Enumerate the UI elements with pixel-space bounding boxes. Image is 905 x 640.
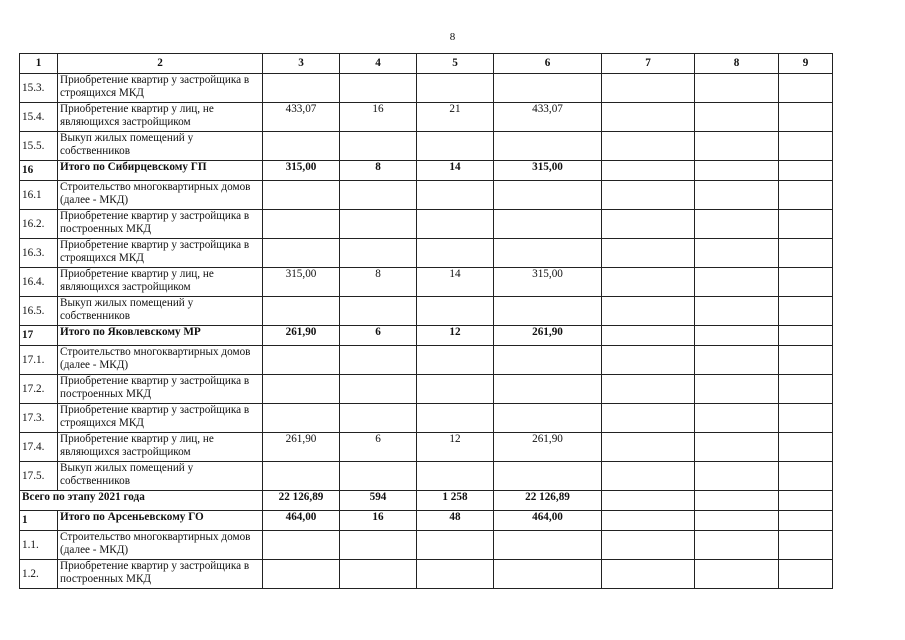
row-number-cell: 17.3. — [20, 404, 58, 433]
persons-count-cell — [417, 346, 494, 375]
table-row — [20, 103, 833, 132]
persons-count-cell: 12 — [417, 433, 494, 462]
row-name-cell: Выкуп жилых помещений у собственников — [58, 297, 263, 326]
column-9-cell — [779, 433, 833, 462]
table-row — [20, 181, 833, 210]
row-name-cell: Приобретение квартир у лиц, не являющихся застройщиком — [58, 103, 263, 132]
apartments-count-cell — [340, 346, 417, 375]
apartments-count-cell — [340, 404, 417, 433]
row-name-cell: Приобретение квартир у застройщика в строящихся МКД — [58, 74, 263, 103]
column-8-cell — [695, 462, 779, 491]
apartments-count-cell — [340, 560, 417, 589]
column-9-cell — [779, 74, 833, 103]
column-8-cell — [695, 531, 779, 560]
amount-total-cell: 261,90 — [494, 326, 602, 346]
persons-count-cell: 21 — [417, 103, 494, 132]
column-header: 5 — [417, 54, 494, 74]
persons-count-cell — [417, 297, 494, 326]
column-9-cell — [779, 161, 833, 181]
table-body — [20, 54, 833, 589]
row-number-cell: 16 — [20, 161, 58, 181]
column-9-cell — [779, 560, 833, 589]
amount-cell — [263, 560, 340, 589]
amount-total-cell — [494, 404, 602, 433]
column-8-cell — [695, 103, 779, 132]
column-9-cell — [779, 375, 833, 404]
column-7-cell — [602, 210, 695, 239]
apartments-count-cell: 8 — [340, 161, 417, 181]
column-9-cell — [779, 132, 833, 161]
persons-count-cell — [417, 210, 494, 239]
row-number-cell: 16.1 — [20, 181, 58, 210]
persons-count-cell — [417, 132, 494, 161]
column-header: 1 — [20, 54, 58, 74]
table-row — [20, 531, 833, 560]
table-row — [20, 239, 833, 268]
column-header: 2 — [58, 54, 263, 74]
grand-total-empty-cell — [695, 491, 779, 511]
row-name-cell: Строительство многоквартирных домов (далее - МКД) — [58, 181, 263, 210]
column-7-cell — [602, 161, 695, 181]
grand-total-c6-cell: 22 126,89 — [494, 491, 602, 511]
amount-cell — [263, 346, 340, 375]
column-7-cell — [602, 404, 695, 433]
column-9-cell — [779, 268, 833, 297]
amount-cell — [263, 181, 340, 210]
row-number-cell: 16.4. — [20, 268, 58, 297]
apartments-count-cell — [340, 74, 417, 103]
column-9-cell — [779, 531, 833, 560]
persons-count-cell: 14 — [417, 268, 494, 297]
column-9-cell — [779, 210, 833, 239]
row-name-cell: Приобретение квартир у застройщика в строящихся МКД — [58, 404, 263, 433]
amount-total-cell — [494, 210, 602, 239]
amount-cell: 464,00 — [263, 511, 340, 531]
subtotal-row — [20, 326, 833, 346]
table-row — [20, 375, 833, 404]
amount-cell — [263, 239, 340, 268]
apartments-count-cell: 16 — [340, 511, 417, 531]
column-9-cell — [779, 297, 833, 326]
column-8-cell — [695, 132, 779, 161]
amount-cell — [263, 404, 340, 433]
apartments-count-cell: 16 — [340, 103, 417, 132]
apartments-count-cell: 8 — [340, 268, 417, 297]
table-row — [20, 210, 833, 239]
table-row — [20, 462, 833, 491]
column-header: 6 — [494, 54, 602, 74]
amount-total-cell — [494, 239, 602, 268]
row-name-cell: Строительство многоквартирных домов (далее - МКД) — [58, 531, 263, 560]
amount-cell — [263, 531, 340, 560]
column-header: 3 — [263, 54, 340, 74]
persons-count-cell — [417, 531, 494, 560]
row-number-cell: 1.2. — [20, 560, 58, 589]
amount-cell — [263, 210, 340, 239]
grand-total-c4-cell: 594 — [340, 491, 417, 511]
column-header: 9 — [779, 54, 833, 74]
column-7-cell — [602, 132, 695, 161]
row-number-cell: 16.3. — [20, 239, 58, 268]
row-number-cell: 17.2. — [20, 375, 58, 404]
column-7-cell — [602, 433, 695, 462]
column-9-cell — [779, 346, 833, 375]
row-name-cell: Итого по Сибирцевскому ГП — [58, 161, 263, 181]
column-7-cell — [602, 531, 695, 560]
row-name-cell: Итого по Яковлевскому МР — [58, 326, 263, 346]
apartments-count-cell — [340, 181, 417, 210]
column-8-cell — [695, 433, 779, 462]
amount-cell: 433,07 — [263, 103, 340, 132]
subtotal-row — [20, 161, 833, 181]
column-7-cell — [602, 375, 695, 404]
persons-count-cell — [417, 181, 494, 210]
column-9-cell — [779, 511, 833, 531]
column-9-cell — [779, 462, 833, 491]
column-header: 7 — [602, 54, 695, 74]
column-7-cell — [602, 462, 695, 491]
column-7-cell — [602, 511, 695, 531]
row-name-cell: Приобретение квартир у застройщика в построенных МКД — [58, 560, 263, 589]
persons-count-cell — [417, 462, 494, 491]
amount-cell: 261,90 — [263, 326, 340, 346]
row-name-cell: Приобретение квартир у застройщика в построенных МКД — [58, 375, 263, 404]
row-number-cell: 17 — [20, 326, 58, 346]
table-row — [20, 346, 833, 375]
amount-total-cell — [494, 531, 602, 560]
column-9-cell — [779, 103, 833, 132]
table-row — [20, 74, 833, 103]
row-number-cell: 15.5. — [20, 132, 58, 161]
amount-cell: 261,90 — [263, 433, 340, 462]
column-7-cell — [602, 74, 695, 103]
row-number-cell: 17.5. — [20, 462, 58, 491]
column-7-cell — [602, 239, 695, 268]
column-8-cell — [695, 511, 779, 531]
program-table — [19, 53, 833, 589]
row-name-cell: Выкуп жилых помещений у собственников — [58, 462, 263, 491]
row-number-cell: 15.4. — [20, 103, 58, 132]
apartments-count-cell — [340, 531, 417, 560]
table-row — [20, 268, 833, 297]
row-number-cell: 1 — [20, 511, 58, 531]
amount-total-cell — [494, 462, 602, 491]
grand-total-c3-cell: 22 126,89 — [263, 491, 340, 511]
column-8-cell — [695, 297, 779, 326]
row-name-cell: Приобретение квартир у застройщика в строящихся МКД — [58, 239, 263, 268]
amount-cell: 315,00 — [263, 161, 340, 181]
persons-count-cell: 48 — [417, 511, 494, 531]
persons-count-cell — [417, 375, 494, 404]
column-8-cell — [695, 210, 779, 239]
subtotal-row — [20, 511, 833, 531]
row-name-cell: Приобретение квартир у лиц, не являющихся застройщиком — [58, 433, 263, 462]
header-row — [20, 54, 833, 74]
row-name-cell: Строительство многоквартирных домов (далее - МКД) — [58, 346, 263, 375]
amount-cell — [263, 462, 340, 491]
amount-cell — [263, 297, 340, 326]
apartments-count-cell: 6 — [340, 326, 417, 346]
column-8-cell — [695, 161, 779, 181]
row-number-cell: 15.3. — [20, 74, 58, 103]
apartments-count-cell — [340, 239, 417, 268]
row-number-cell: 16.2. — [20, 210, 58, 239]
row-name-cell: Приобретение квартир у застройщика в построенных МКД — [58, 210, 263, 239]
grand-total-label: Всего по этапу 2021 года — [20, 491, 263, 511]
grand-total-c5-cell: 1 258 — [417, 491, 494, 511]
column-8-cell — [695, 560, 779, 589]
grand-total-row — [20, 491, 833, 511]
column-header: 8 — [695, 54, 779, 74]
amount-total-cell — [494, 560, 602, 589]
table-row — [20, 404, 833, 433]
page-number: 8 — [449, 31, 456, 43]
amount-total-cell — [494, 375, 602, 404]
column-8-cell — [695, 239, 779, 268]
column-7-cell — [602, 560, 695, 589]
amount-total-cell: 464,00 — [494, 511, 602, 531]
column-8-cell — [695, 326, 779, 346]
amount-cell — [263, 74, 340, 103]
row-name-cell: Приобретение квартир у лиц, не являющихся застройщиком — [58, 268, 263, 297]
table-row — [20, 297, 833, 326]
table-row — [20, 433, 833, 462]
column-9-cell — [779, 326, 833, 346]
row-name-cell: Итого по Арсеньевскому ГО — [58, 511, 263, 531]
apartments-count-cell — [340, 132, 417, 161]
row-number-cell: 16.5. — [20, 297, 58, 326]
column-8-cell — [695, 74, 779, 103]
column-7-cell — [602, 326, 695, 346]
row-number-cell: 17.4. — [20, 433, 58, 462]
persons-count-cell — [417, 74, 494, 103]
row-number-cell: 17.1. — [20, 346, 58, 375]
column-header: 4 — [340, 54, 417, 74]
amount-total-cell: 433,07 — [494, 103, 602, 132]
column-8-cell — [695, 346, 779, 375]
row-number-cell: 1.1. — [20, 531, 58, 560]
column-8-cell — [695, 375, 779, 404]
grand-total-empty-cell — [779, 491, 833, 511]
apartments-count-cell — [340, 210, 417, 239]
amount-total-cell — [494, 346, 602, 375]
amount-total-cell — [494, 74, 602, 103]
column-7-cell — [602, 346, 695, 375]
amount-cell — [263, 132, 340, 161]
column-7-cell — [602, 181, 695, 210]
amount-total-cell: 315,00 — [494, 161, 602, 181]
persons-count-cell — [417, 404, 494, 433]
amount-total-cell — [494, 297, 602, 326]
column-7-cell — [602, 268, 695, 297]
table-row — [20, 132, 833, 161]
apartments-count-cell — [340, 375, 417, 404]
column-8-cell — [695, 181, 779, 210]
amount-total-cell — [494, 181, 602, 210]
column-7-cell — [602, 103, 695, 132]
persons-count-cell — [417, 560, 494, 589]
amount-total-cell: 261,90 — [494, 433, 602, 462]
amount-cell: 315,00 — [263, 268, 340, 297]
column-8-cell — [695, 404, 779, 433]
amount-total-cell — [494, 132, 602, 161]
table-row — [20, 560, 833, 589]
grand-total-empty-cell — [602, 491, 695, 511]
apartments-count-cell — [340, 297, 417, 326]
apartments-count-cell: 6 — [340, 433, 417, 462]
column-9-cell — [779, 404, 833, 433]
column-9-cell — [779, 239, 833, 268]
column-8-cell — [695, 268, 779, 297]
amount-total-cell: 315,00 — [494, 268, 602, 297]
persons-count-cell: 12 — [417, 326, 494, 346]
apartments-count-cell — [340, 462, 417, 491]
column-9-cell — [779, 181, 833, 210]
persons-count-cell — [417, 239, 494, 268]
column-7-cell — [602, 297, 695, 326]
persons-count-cell: 14 — [417, 161, 494, 181]
amount-cell — [263, 375, 340, 404]
row-name-cell: Выкуп жилых помещений у собственников — [58, 132, 263, 161]
